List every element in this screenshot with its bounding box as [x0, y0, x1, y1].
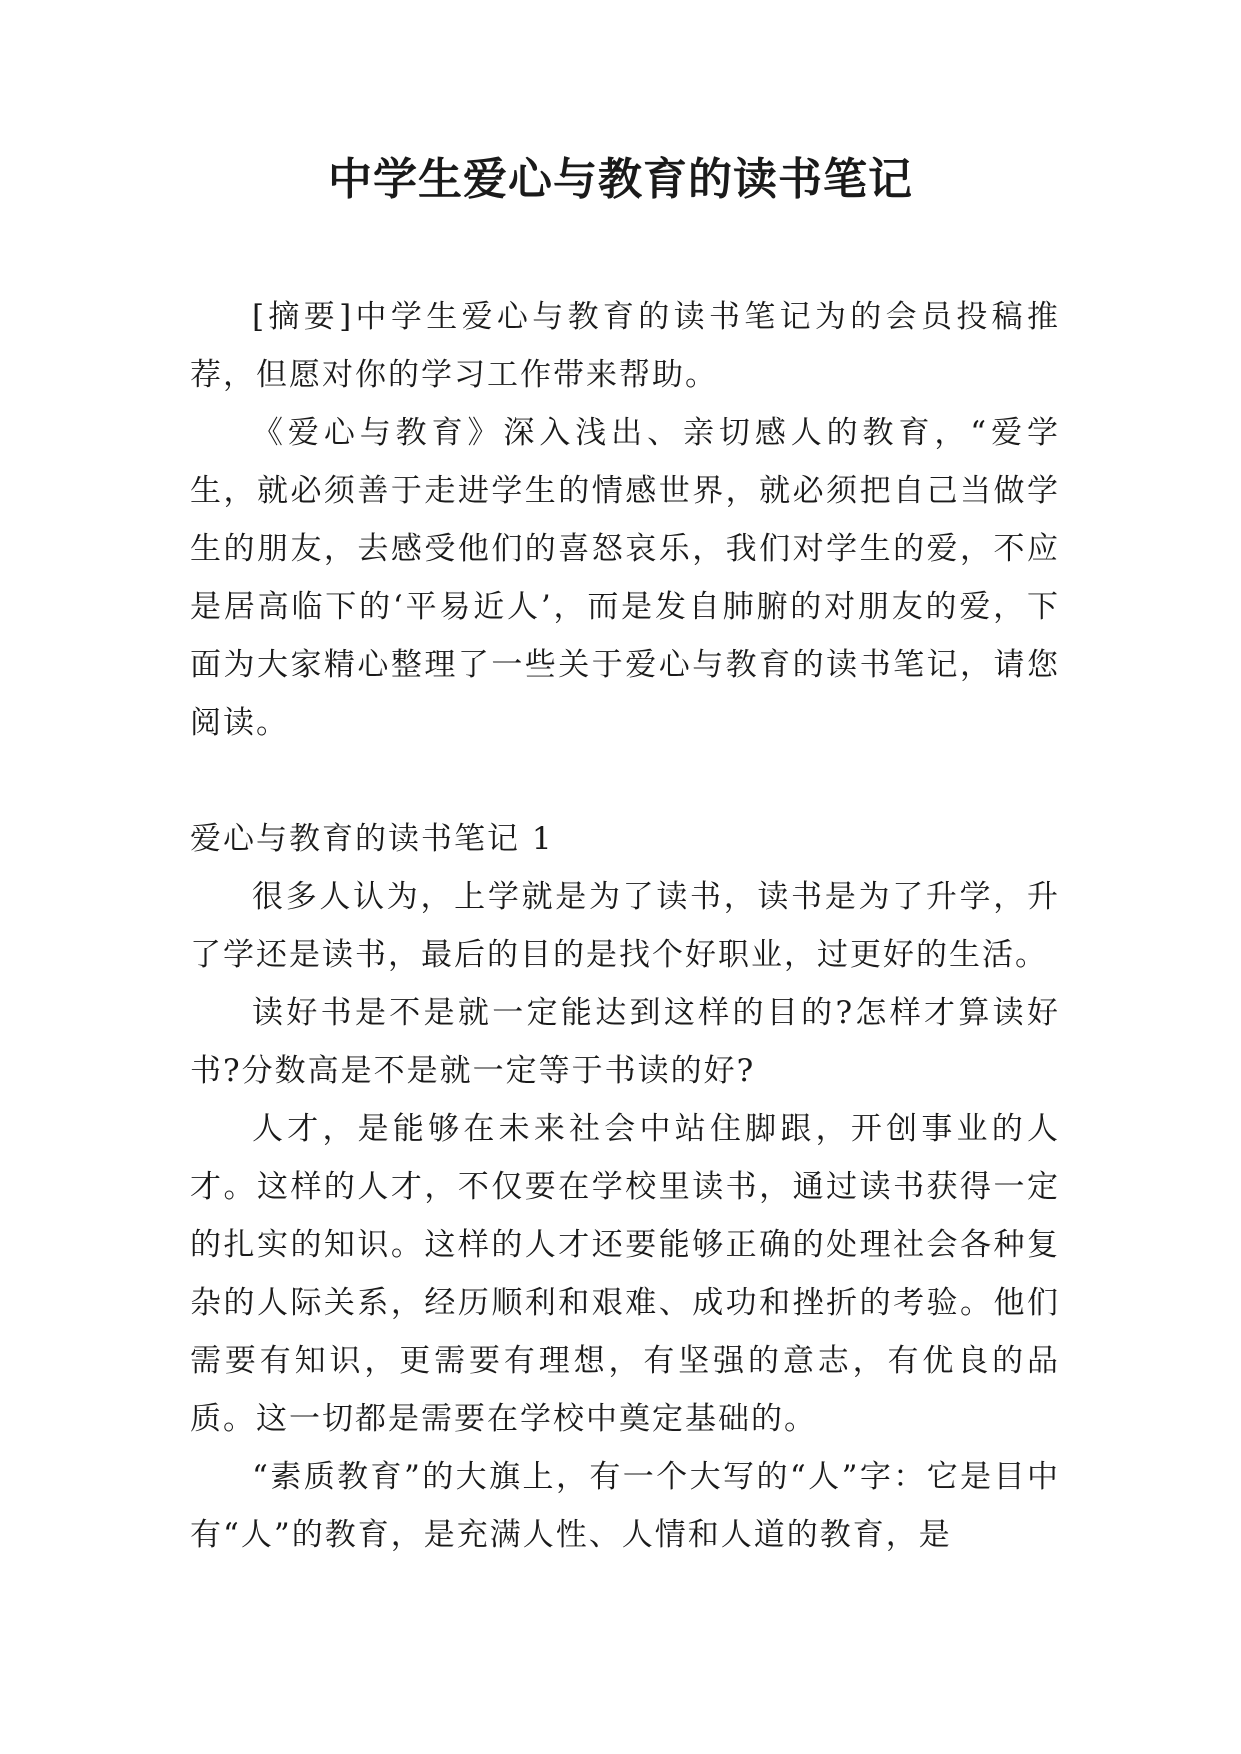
intro-paragraph: 《爱心与教育》深入浅出、亲切感人的教育，“爱学生，就必须善于走进学生的情感世界，就必须把自己当做学生的朋友，去感受他们的喜怒哀乐，我们对学生的爱，不应是居高临下的‘平易近人’，而是发自肺腑的对朋友的爱，下面为大家精心整理了一些关于爱心与教育的读书笔记，请您阅读。 [190, 415, 1060, 741]
page-title: 中学生爱心与教育的读书笔记 [328, 154, 913, 205]
body-paragraph: 很多人认为，上学就是为了读书，读书是为了升学，升了学还是读书，最后的目的是找个好职业，过更好的生活。 [190, 879, 1060, 973]
body-paragraph: “素质教育”的大旗上，有一个大写的“人”字：它是目中有“人”的教育，是充满人性、人情和人道的教育，是 [190, 1459, 1060, 1553]
body-paragraph: 读好书是不是就一定能达到这样的目的?怎样才算读好书?分数高是不是就一定等于书读的好? [190, 995, 1060, 1089]
section-heading: 爱心与教育的读书笔记 1 [190, 821, 554, 857]
body-paragraph: 人才，是能够在未来社会中站住脚跟，开创事业的人才。这样的人才，不仅要在学校里读书，通过读书获得一定的扎实的知识。这样的人才还要能够正确的处理社会各种复杂的人际关系，经历顺利和艰难、成功和挫折的考验。他们需要有知识，更需要有理想，有坚强的意志，有优良的品质。这一切都是需要在学校中奠定基础的。 [190, 1111, 1060, 1437]
abstract-paragraph: [摘要]中学生爱心与教育的读书笔记为的会员投稿推荐，但愿对你的学习工作带来帮助。 [190, 299, 1060, 393]
document-body [190, 288, 1060, 1564]
